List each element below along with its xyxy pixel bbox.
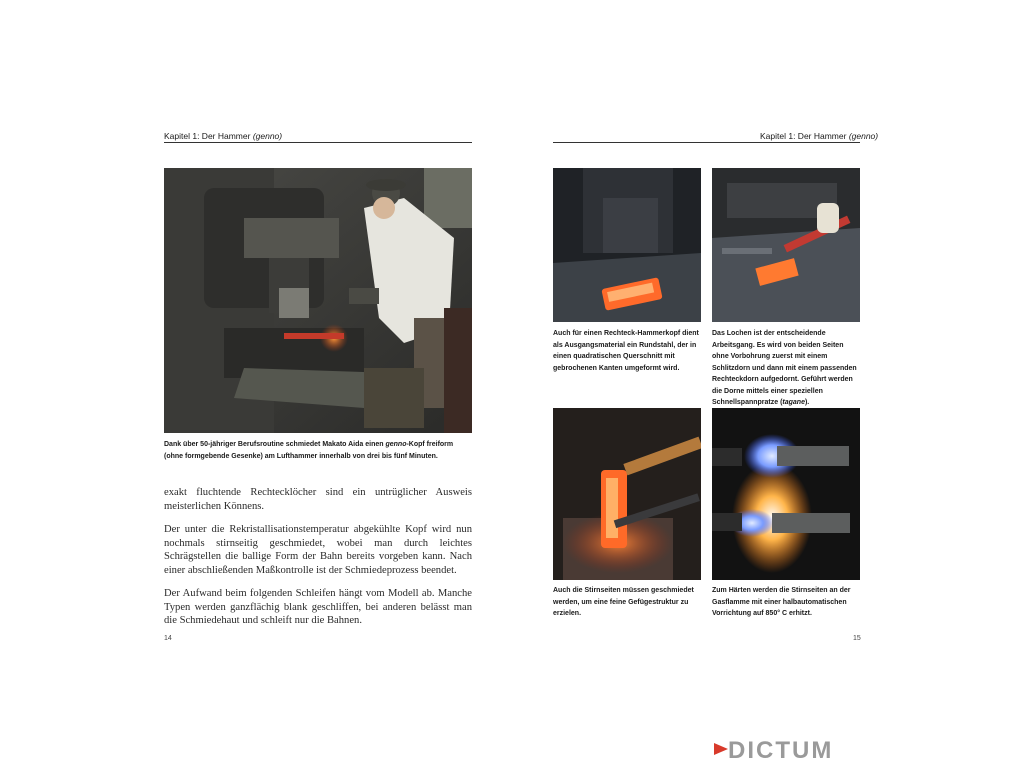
caption-end-faces: Auch die Stirnseiten müssen geschmiedet werden, um eine feine Gefügestruktur zu erzielen. (553, 587, 694, 617)
photo-round-bar (553, 168, 701, 322)
main-photo-illustration (164, 168, 472, 433)
paragraph-1: exakt fluchtende Rechtecklöcher sind ein untrüglicher Ausweis meisterlichen Könnens. (164, 487, 472, 512)
photo-2-illustration (712, 168, 860, 322)
photo-1-illustration (553, 168, 701, 322)
main-photo-caption (164, 439, 464, 462)
right-running-head (760, 131, 878, 141)
caption-hardening: Zum Härten werden die Stirnseiten an der Gasflamme mit einer halbautomatischen Vorrichtung auf 850° C erhitzt. (712, 587, 851, 617)
caption-text-before: Dank über 50-jähriger Berufsroutine schmiedet Makato Aida einen (164, 441, 386, 448)
running-head-chapter: Kapitel 1: Der Hammer (760, 131, 849, 141)
right-header-rule (553, 142, 860, 143)
page-number-left: 14 (164, 635, 172, 642)
running-head-chapter: Kapitel 1: Der Hammer (164, 131, 253, 141)
photo-end-faces (553, 408, 701, 580)
caption-text-after: ). (804, 399, 810, 406)
logo-arrow-icon (714, 743, 728, 755)
photo-punching (712, 168, 860, 322)
dictum-logo (714, 736, 880, 762)
paragraph-3: Der Aufwand beim folgenden Schleifen hängt vom Modell ab. Manche Typen werden ganzflächig blank geschliffen, bei anderen belässt man die Schmiedehaut und schleift nur die Bahnen. (164, 588, 472, 626)
main-photo-forging (164, 168, 472, 433)
running-head-term: (genno) (848, 131, 879, 141)
caption-text-after: -Kopf freiform (ohne formgebende Gesenke) am Lufthammer innerhalb von drei bis fünf Minuten. (164, 441, 454, 460)
caption-term: tagane (782, 399, 805, 406)
photo-hardening (712, 408, 860, 580)
left-running-head (164, 131, 282, 141)
paragraph-2: Der unter die Rekristallisationstemperatur abgekühlte Kopf wird nun nochmals stirnseitig geschmiedet, wobei man durch leichtes Schrägstellen die ballige Form der Bahn bereits vorgeben kann. Nach einer abschließenden Maßkontrolle ist der Schmiedeprozess beendet. (164, 524, 472, 576)
body-text (164, 486, 472, 638)
caption-punching (712, 328, 862, 409)
caption-round-bar: Auch für einen Rechteck-Hammerkopf dient als Ausgangsmaterial ein Rundstahl, der in einen quadratischen Querschnitt mit gebrochenen Kanten umgeformt wird. (553, 330, 699, 372)
logo-text: DICTUM (728, 737, 834, 762)
photo-4-illustration (712, 408, 860, 580)
caption-term: genno (385, 441, 407, 448)
caption-text-before: Das Lochen ist der entscheidende Arbeitsgang. Es wird von beiden Seiten ohne Vorbohrung zuerst mit einem Schlitzdorn und dann mit einem passenden Rechteckdorn aufgedornt. Geführt werden die Dorne mittels einer speziellen Schnellspannpratze ( (712, 330, 857, 406)
running-head-term: (genno) (252, 131, 283, 141)
photo-3-illustration (553, 408, 701, 580)
page-number-right: 15 (853, 635, 861, 642)
left-header-rule (164, 142, 472, 143)
